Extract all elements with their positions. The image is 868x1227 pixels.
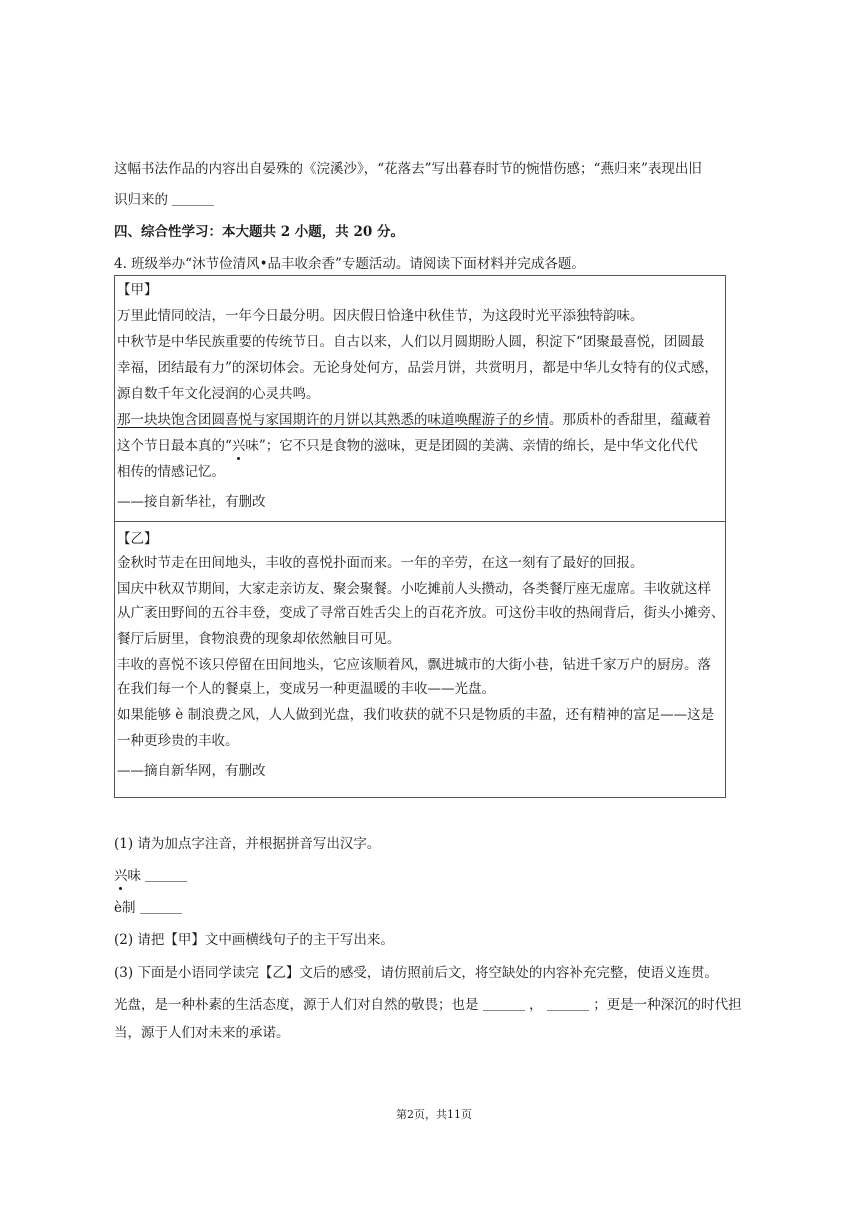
material-yi-line: 餐厅后厨里，食物浪费的现象却依然触目可见。 bbox=[117, 631, 401, 647]
material-jia-line bbox=[117, 436, 698, 456]
intro-line-2 bbox=[114, 190, 214, 210]
question-1-item-b-text: è制 bbox=[114, 900, 136, 916]
material-yi-line: 金秋时节走在田间地头，丰收的喜悦扑面而来。一年的辛劳，在这一刻有了最好的回报。 bbox=[117, 555, 644, 571]
question-3-line-1 bbox=[114, 995, 742, 1015]
dotted-character: 兴 bbox=[231, 438, 246, 454]
question-1: (1) 请为加点字注音，并根据拼音写出汉字。 bbox=[114, 836, 381, 852]
dotted-character: 兴 bbox=[114, 868, 128, 884]
material-jia-line: 相传的情感记忆。 bbox=[117, 464, 225, 480]
material-jia-box bbox=[114, 275, 726, 522]
question-3-text: ；更是一种深沉的时代担 bbox=[593, 997, 742, 1013]
material-yi-box bbox=[114, 521, 726, 798]
answer-blank[interactable] bbox=[547, 996, 589, 1011]
material-yi-line: 国庆中秋双节期间，大家走亲访友、聚会聚餐。小吃摊前人头攒动，各类餐厅座无虚席。丰收就这样 bbox=[117, 581, 711, 597]
material-jia-source: ——接自新华社，有删改 bbox=[117, 494, 266, 510]
material-yi-header: 【乙】 bbox=[117, 531, 158, 547]
material-jia-line bbox=[117, 410, 711, 430]
answer-blank[interactable] bbox=[172, 191, 214, 206]
intro-line-2-text: 识归来的 bbox=[114, 192, 168, 208]
material-jia-text: 这个节日最本真的“ bbox=[117, 438, 232, 454]
material-jia-text: 味”；它不只是食物的滋味，更是团圆的美满、亲情的绵长，是中华文化代代 bbox=[245, 438, 698, 454]
question-1-item-a bbox=[114, 866, 187, 886]
question-2: (2) 请把【甲】文中画横线句子的主干写出来。 bbox=[114, 932, 394, 948]
material-jia-line: 万里此情同皎洁，一年今日最分明。因庆假日恰逢中秋佳节，为这段时光平添独特韵味。 bbox=[117, 308, 644, 324]
section-4-heading: 四、综合性学习：本大题共 2 小题，共 20 分。 bbox=[114, 224, 404, 240]
answer-blank[interactable] bbox=[140, 899, 182, 914]
underlined-sentence: 那一块块饱含团圆喜悦与家国期许的月饼以其熟悉的味道唤醒游子的乡情 bbox=[117, 412, 549, 428]
material-jia-line: 幸福，团结最有力”的深切体会。无论身处何方，品尝月饼，共赏明月，都是中华儿女特有的仪式感， bbox=[117, 360, 718, 376]
question-4-intro: 4. 班级举办“沐节俭清风•品丰收余香”专题活动。请阅读下面材料并完成各题。 bbox=[114, 256, 585, 272]
question-3: (3) 下面是小语同学读完【乙】文后的感受，请仿照前后文，将空缺处的内容补充完整，使语义连贯。 bbox=[114, 965, 718, 981]
question-3-line-2: 当，源于人们对未来的承诺。 bbox=[114, 1025, 290, 1041]
answer-blank[interactable] bbox=[483, 996, 525, 1011]
material-yi-line: 一种更珍贵的丰收。 bbox=[117, 733, 239, 749]
material-yi-line: 在我们每一个人的餐桌上，变成另一种更温暖的丰收——光盘。 bbox=[117, 681, 495, 697]
question-3-text: ， bbox=[529, 997, 543, 1013]
material-jia-line: 源自数千年文化浸润的心灵共鸣。 bbox=[117, 386, 320, 402]
intro-line-1: 这幅书法作品的内容出自晏殊的《浣溪沙》，“花落去”写出暮春时节的惋惜伤感；“燕归来”表现出旧 bbox=[114, 161, 702, 177]
answer-blank[interactable] bbox=[145, 867, 187, 882]
material-jia-text: 。那质朴的香甜里，蕴藏着 bbox=[549, 412, 711, 428]
question-1-item-b bbox=[114, 898, 182, 918]
material-yi-line: 从广袤田野间的五谷丰登，变成了寻常百姓舌尖上的百花齐放。可这份丰收的热闹背后，街头小摊旁、 bbox=[117, 605, 725, 621]
material-yi-line: 丰收的喜悦不该只停留在田间地头，它应该顺着风，飘进城市的大街小巷，钻进千家万户的厨房。落 bbox=[117, 657, 711, 673]
material-jia-line: 中秋节是中华民族重要的传统节日。自古以来，人们以月圆期盼人圆，积淀下“团聚最喜悦，团圆最 bbox=[117, 334, 705, 350]
material-jia-header: 【甲】 bbox=[117, 282, 158, 298]
material-yi-line: 如果能够 è 制浪费之风，人人做到光盘，我们收获的就不只是物质的丰盈，还有精神的富足——这是 bbox=[117, 707, 715, 723]
question-3-text: 光盘，是一种朴素的生活态度，源于人们对自然的敬畏；也是 bbox=[114, 997, 479, 1013]
question-1-item-a-text: 味 bbox=[127, 868, 141, 884]
material-yi-source: ——摘自新华网，有删改 bbox=[117, 763, 266, 779]
page-number: 第2页，共11页 bbox=[396, 1108, 472, 1121]
